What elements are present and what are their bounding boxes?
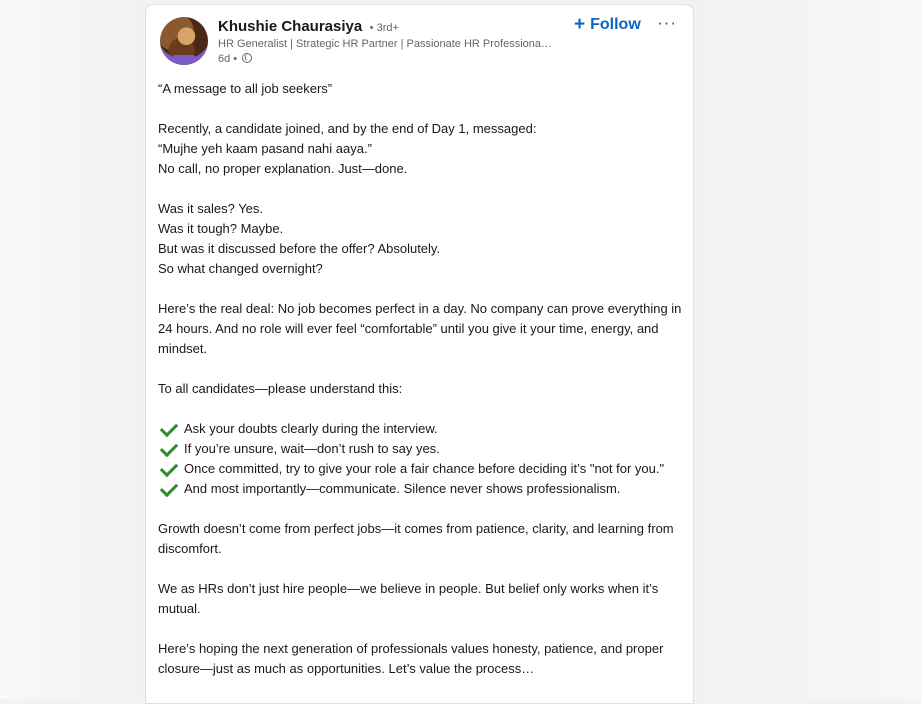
post-paragraph [158,79,683,99]
check-mark-icon [160,438,178,456]
checklist [158,419,683,499]
text-line: Here’s hoping the next generation of professionals values honesty, patience, and proper closure—just as much as opportunities. Let’s value the process… [158,641,664,676]
background-left [0,0,145,699]
text-line: “Mujhe yeh kaam pasand nahi aaya.” [158,141,372,156]
avatar-badge [172,55,196,62]
post-paragraph [158,299,683,359]
post-paragraph [158,379,683,399]
follow-label: Follow [590,15,641,33]
globe-icon [242,53,252,63]
text-line: Here’s the real deal: No job becomes perfect in a day. No company can prove everything in 24 hours. And no role will ever feel “comfortable” until you give it your time, energy, and mindset. [158,301,682,356]
text-line: Growth doesn’t come from perfect jobs—it comes from patience, clarity, and learning from discomfort. [158,521,674,556]
text-line: To all candidates—please understand this: [158,381,403,396]
post-paragraph [158,199,683,279]
check-mark-icon [160,458,178,476]
post-body [158,79,683,679]
text-line: Was it tough? Maybe. [158,221,284,236]
post-paragraph [158,519,683,559]
post-meta [218,53,252,65]
author-row [218,18,399,36]
post-paragraph [158,119,683,179]
checklist-item: If you’re unsure, wait—don’t rush to say yes. [158,439,683,459]
text-line: We as HRs don’t just hire people—we believe in people. But belief only works when it’s mutual. [158,581,659,616]
follow-button[interactable] [574,15,641,34]
checklist-item: Ask your doubts clearly during the interview. [158,419,683,439]
plus-icon: + [574,14,586,35]
text-line: So what changed overnight? [158,261,323,276]
text-line: But was it discussed before the offer? Absolutely. [158,241,441,256]
more-options-icon[interactable]: ··· [657,13,677,32]
post-card [145,4,694,704]
text-line: Was it sales? Yes. [158,201,264,216]
checklist-item: And most importantly—communicate. Silence never shows professionalism. [158,479,683,499]
author-headline: HR Generalist | Strategic HR Partner | Passionate HR Professiona… [218,38,553,50]
post-time: 6d • [218,53,238,65]
post-paragraph [158,639,683,679]
text-line: No call, no proper explanation. Just—done. [158,161,408,176]
text-line: Recently, a candidate joined, and by the end of Day 1, messaged: [158,121,537,136]
check-mark-icon [160,478,178,496]
check-mark-icon [160,418,178,436]
connection-degree: • 3rd+ [369,22,399,34]
author-name[interactable]: Khushie Chaurasiya [218,18,363,35]
background-right [694,0,921,699]
text-line: “A message to all job seekers” [158,81,333,96]
post-paragraph [158,579,683,619]
checklist-item: Once committed, try to give your role a fair chance before deciding it’s "not for you." [158,459,683,479]
